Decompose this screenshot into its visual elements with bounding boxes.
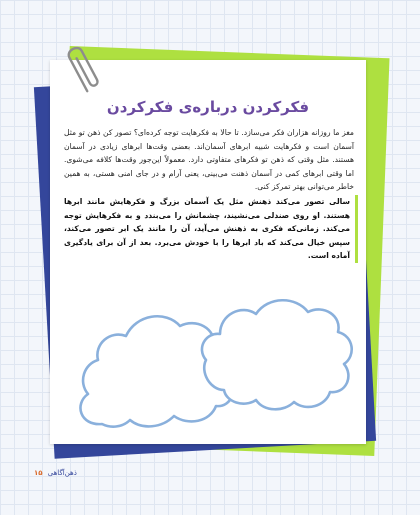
page-title: فکرکردن درباره‌ی فکرکردن [106,98,310,116]
worksheet-paper [50,60,366,444]
cloud-icon [202,300,352,409]
paperclip-icon [64,38,104,100]
cloud-drawings [50,248,366,438]
sally-quote: سالی تصور می‌کند ذهنش مثل یک آسمان بزرگ و فکرهایش مانند ابرها هستند. او روی صندلی می‌نشیند، چشمانش را می‌بندد و به فکرهایش توجه می‌کند. زمانی‌که فکری به ذهنش می‌آید، آن را مانند یک ابر تصور می‌کند، سپس خیال می‌کند که باد ابرها را با خودش می‌برد. بعد از آن برای یادگیری آماده است. [64,195,358,263]
book-name: ذهن‌آگاهی [47,469,77,477]
page-footer [34,469,77,477]
intro-paragraph: مغز ما روزانه هزاران فکر می‌سازد. تا حالا به فکرهایت توجه کرده‌ای؟ تصور کن ذهن تو مثل آسمان است و فکرهایت شبیه ابرهای آسمان‌اند. بعضی وقت‌ها ابرهای زیادی در آسمان هستند. مثل وقتی که ذهن تو فکرهای متفاوتی دارد. معمولاً این‌جور وقت‌ها کلافه می‌شوی. اما وقتی ابرهای کمی در آسمان ذهنت می‌بینی، یعنی آرام و در جای امنی هستی، به همین خاطر می‌توانی بهتر تمرکز کنی. [64,128,354,191]
page-number: ۱۵ [34,469,43,477]
